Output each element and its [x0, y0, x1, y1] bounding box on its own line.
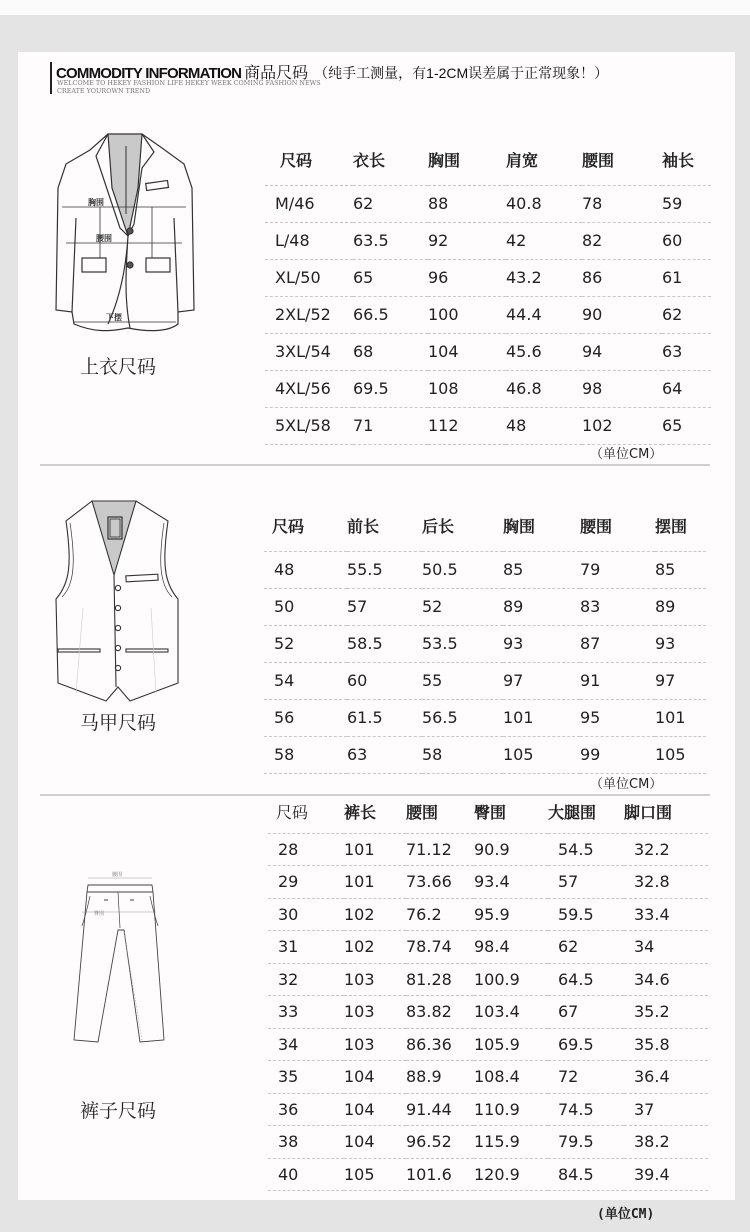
- cell: 101: [344, 866, 406, 899]
- table-row: [268, 866, 708, 899]
- cell: 100.9: [474, 963, 548, 996]
- cell: 105: [344, 1158, 406, 1191]
- cell: 33.4: [624, 898, 708, 931]
- table-row: [265, 407, 711, 444]
- column-header: 腰围: [580, 517, 613, 536]
- column-header: 裤长: [344, 803, 377, 822]
- table-row: [268, 898, 708, 931]
- cell: 101.6: [406, 1158, 474, 1191]
- cell: 88: [428, 185, 506, 222]
- cell: 101: [344, 833, 406, 866]
- column-header: 袖长: [662, 151, 695, 170]
- cell-size: 36: [268, 1093, 344, 1126]
- cell: 103: [344, 996, 406, 1029]
- subtitle-line-2: CREATE YOUROWN TREND: [57, 86, 151, 95]
- cell: 105: [655, 736, 706, 773]
- cell-size: XL/50: [265, 259, 353, 296]
- column-header: 脚口围: [624, 803, 673, 822]
- cell: 95.9: [474, 898, 548, 931]
- cell: 105: [503, 736, 580, 773]
- cell: 60: [347, 662, 422, 699]
- cell: 97: [503, 662, 580, 699]
- cell: 90: [582, 296, 662, 333]
- title-english: COMMODITY INFORMATION: [56, 65, 242, 82]
- cell: 78.74: [406, 931, 474, 964]
- cell-size: 52: [264, 625, 347, 662]
- table-row: [268, 833, 708, 866]
- cell: 61: [662, 259, 711, 296]
- cell: 38.2: [624, 1126, 708, 1159]
- cell: 53.5: [422, 625, 503, 662]
- cell: 63: [347, 736, 422, 773]
- cell: 93: [503, 625, 580, 662]
- column-header: 尺码: [280, 151, 313, 170]
- cell: 96: [428, 259, 506, 296]
- table-row: [268, 931, 708, 964]
- cell-size: 48: [264, 551, 347, 588]
- cell: 37: [624, 1093, 708, 1126]
- vest-unit-note: （单位CM）: [590, 777, 663, 792]
- cell: 104: [344, 1061, 406, 1094]
- cell: 42: [506, 222, 582, 259]
- pants-waist-label: 腰围: [112, 872, 123, 878]
- table-row: [268, 963, 708, 996]
- table-row: [268, 1126, 708, 1159]
- subtitle-line-1: WELCOME TO HEKEY FASHION LIFE HEKEY WEEK COMING FASHION NEWS: [57, 79, 321, 87]
- table-row: [264, 588, 706, 625]
- table-row: [265, 259, 711, 296]
- cell: 61.5: [347, 699, 422, 736]
- cell: 71: [353, 407, 428, 444]
- cell: 66.5: [353, 296, 428, 333]
- cell: 110.9: [474, 1093, 548, 1126]
- cell: 65: [662, 407, 711, 444]
- cell: 115.9: [474, 1126, 548, 1159]
- column-header: 大腿围: [548, 803, 597, 822]
- cell: 91.44: [406, 1093, 474, 1126]
- cell: 58.5: [347, 625, 422, 662]
- cell: 54.5: [548, 833, 624, 866]
- table-row: [264, 551, 706, 588]
- cell: 55: [422, 662, 503, 699]
- cell: 78: [582, 185, 662, 222]
- vest-illustration-icon: [48, 493, 184, 703]
- cell: 105.9: [474, 1028, 548, 1061]
- cell: 102: [582, 407, 662, 444]
- cell: 74.5: [548, 1093, 624, 1126]
- cell: 69.5: [548, 1028, 624, 1061]
- cell: 84.5: [548, 1158, 624, 1191]
- cell: 34: [624, 931, 708, 964]
- cell: 59.5: [548, 898, 624, 931]
- table-header-row: [264, 514, 706, 551]
- cell: 79.5: [548, 1126, 624, 1159]
- cell: 69.5: [353, 370, 428, 407]
- cell: 46.8: [506, 370, 582, 407]
- pants-size-table: [268, 800, 708, 1191]
- cell: 50.5: [422, 551, 503, 588]
- jacket-size-label: 上衣尺码: [80, 356, 157, 378]
- cell: 62: [662, 296, 711, 333]
- jacket-size-table: [265, 148, 711, 445]
- cell: 96.52: [406, 1126, 474, 1159]
- cell: 103: [344, 963, 406, 996]
- cell-size: 29: [268, 866, 344, 899]
- cell: 97: [655, 662, 706, 699]
- cell: 104: [344, 1093, 406, 1126]
- cell: 32.2: [624, 833, 708, 866]
- cell: 35.2: [624, 996, 708, 1029]
- column-header: 摆围: [655, 517, 688, 536]
- cell: 36.4: [624, 1061, 708, 1094]
- cell: 98: [582, 370, 662, 407]
- jacket-waist-label: 腰围: [96, 234, 112, 243]
- cell: 93.4: [474, 866, 548, 899]
- cell-size: M/46: [265, 185, 353, 222]
- cell: 81.28: [406, 963, 474, 996]
- table-row: [264, 736, 706, 773]
- cell: 91: [580, 662, 655, 699]
- cell: 52: [422, 588, 503, 625]
- cell-size: 50: [264, 588, 347, 625]
- cell: 67: [548, 996, 624, 1029]
- section-divider: [40, 794, 710, 796]
- cell: 57: [347, 588, 422, 625]
- column-header: 腰围: [406, 803, 439, 822]
- vest-size-label: 马甲尺码: [80, 712, 157, 734]
- table-row: [265, 185, 711, 222]
- jacket-unit-note: （单位CM）: [590, 447, 663, 462]
- top-strip: [0, 0, 750, 15]
- cell: 83.82: [406, 996, 474, 1029]
- cell-size: 30: [268, 898, 344, 931]
- cell: 120.9: [474, 1158, 548, 1191]
- cell: 86: [582, 259, 662, 296]
- cell-size: 35: [268, 1061, 344, 1094]
- cell: 102: [344, 898, 406, 931]
- cell-size: 58: [264, 736, 347, 773]
- cell: 104: [344, 1126, 406, 1159]
- table-header-row: [265, 148, 711, 185]
- cell-size: 40: [268, 1158, 344, 1191]
- cell: 63: [662, 333, 711, 370]
- cell: 85: [503, 551, 580, 588]
- table-row: [265, 296, 711, 333]
- cell: 64.5: [548, 963, 624, 996]
- cell: 76.2: [406, 898, 474, 931]
- cell: 35.8: [624, 1028, 708, 1061]
- column-header: 尺码: [276, 803, 309, 822]
- cell: 59: [662, 185, 711, 222]
- cell: 62: [548, 931, 624, 964]
- cell-size: 33: [268, 996, 344, 1029]
- cell: 82: [582, 222, 662, 259]
- cell: 89: [503, 588, 580, 625]
- cell: 103: [344, 1028, 406, 1061]
- cell-size: 3XL/54: [265, 333, 353, 370]
- header-accent-bar: [50, 62, 52, 94]
- column-header: 胸围: [428, 151, 461, 170]
- cell: 55.5: [347, 551, 422, 588]
- cell: 72: [548, 1061, 624, 1094]
- cell: 45.6: [506, 333, 582, 370]
- cell: 40.8: [506, 185, 582, 222]
- cell: 90.9: [474, 833, 548, 866]
- jacket-hem-label: 下摆: [106, 313, 122, 322]
- cell: 39.4: [624, 1158, 708, 1191]
- column-header: 胸围: [503, 517, 536, 536]
- pants-size-label: 裤子尺码: [80, 1100, 157, 1122]
- cell: 99: [580, 736, 655, 773]
- cell-size: 28: [268, 833, 344, 866]
- jacket-chest-label: 胸围: [88, 198, 104, 207]
- cell-size: 56: [264, 699, 347, 736]
- cell-size: 5XL/58: [265, 407, 353, 444]
- cell: 65: [353, 259, 428, 296]
- cell: 57: [548, 866, 624, 899]
- column-header: 后长: [422, 517, 455, 536]
- table-row: [268, 1061, 708, 1094]
- pants-unit-note: (单位CM): [597, 1207, 655, 1222]
- cell: 83: [580, 588, 655, 625]
- header-subtitle: [57, 80, 321, 95]
- table-row: [268, 996, 708, 1029]
- cell: 87: [580, 625, 655, 662]
- table-row: [264, 662, 706, 699]
- measurement-note: （纯手工测量，有1-2CM误差属于正常现象！）: [314, 65, 609, 81]
- cell: 60: [662, 222, 711, 259]
- vest-size-table: [264, 514, 706, 774]
- cell: 103.4: [474, 996, 548, 1029]
- cell: 108.4: [474, 1061, 548, 1094]
- cell: 102: [344, 931, 406, 964]
- cell: 89: [655, 588, 706, 625]
- pants-illustration-icon: [60, 870, 180, 1070]
- table-header-row: [268, 800, 708, 833]
- table-row: [265, 370, 711, 407]
- jacket-illustration-icon: [48, 128, 198, 333]
- table-row: [268, 1093, 708, 1126]
- column-header: 尺码: [272, 517, 305, 536]
- cell: 98.4: [474, 931, 548, 964]
- cell: 71.12: [406, 833, 474, 866]
- cell: 93: [655, 625, 706, 662]
- cell: 56.5: [422, 699, 503, 736]
- cell-size: 34: [268, 1028, 344, 1061]
- cell: 32.8: [624, 866, 708, 899]
- cell: 85: [655, 551, 706, 588]
- column-header: 肩宽: [506, 151, 539, 170]
- cell: 68: [353, 333, 428, 370]
- cell: 63.5: [353, 222, 428, 259]
- cell-size: L/48: [265, 222, 353, 259]
- table-row: [264, 625, 706, 662]
- cell: 101: [503, 699, 580, 736]
- cell-size: 4XL/56: [265, 370, 353, 407]
- title-chinese: 商品尺码: [244, 65, 309, 82]
- cell: 104: [428, 333, 506, 370]
- cell: 48: [506, 407, 582, 444]
- cell: 64: [662, 370, 711, 407]
- cell: 88.9: [406, 1061, 474, 1094]
- table-row: [268, 1028, 708, 1061]
- table-row: [264, 699, 706, 736]
- cell-size: 2XL/52: [265, 296, 353, 333]
- cell: 43.2: [506, 259, 582, 296]
- cell-size: 38: [268, 1126, 344, 1159]
- column-header: 前长: [347, 517, 380, 536]
- cell: 58: [422, 736, 503, 773]
- cell: 95: [580, 699, 655, 736]
- cell: 79: [580, 551, 655, 588]
- cell: 62: [353, 185, 428, 222]
- table-row: [265, 222, 711, 259]
- cell: 101: [655, 699, 706, 736]
- column-header: 衣长: [353, 151, 386, 170]
- cell: 34.6: [624, 963, 708, 996]
- column-header: 腰围: [582, 151, 615, 170]
- cell: 73.66: [406, 866, 474, 899]
- table-row: [265, 333, 711, 370]
- table-row: [268, 1158, 708, 1191]
- cell-size: 32: [268, 963, 344, 996]
- cell: 108: [428, 370, 506, 407]
- column-header: 臀围: [474, 803, 507, 822]
- pants-hip-label: 臀围: [94, 911, 105, 917]
- cell: 86.36: [406, 1028, 474, 1061]
- cell-size: 54: [264, 662, 347, 699]
- cell: 94: [582, 333, 662, 370]
- cell: 112: [428, 407, 506, 444]
- cell: 92: [428, 222, 506, 259]
- cell-size: 31: [268, 931, 344, 964]
- section-divider: [40, 464, 710, 466]
- cell: 44.4: [506, 296, 582, 333]
- cell: 100: [428, 296, 506, 333]
